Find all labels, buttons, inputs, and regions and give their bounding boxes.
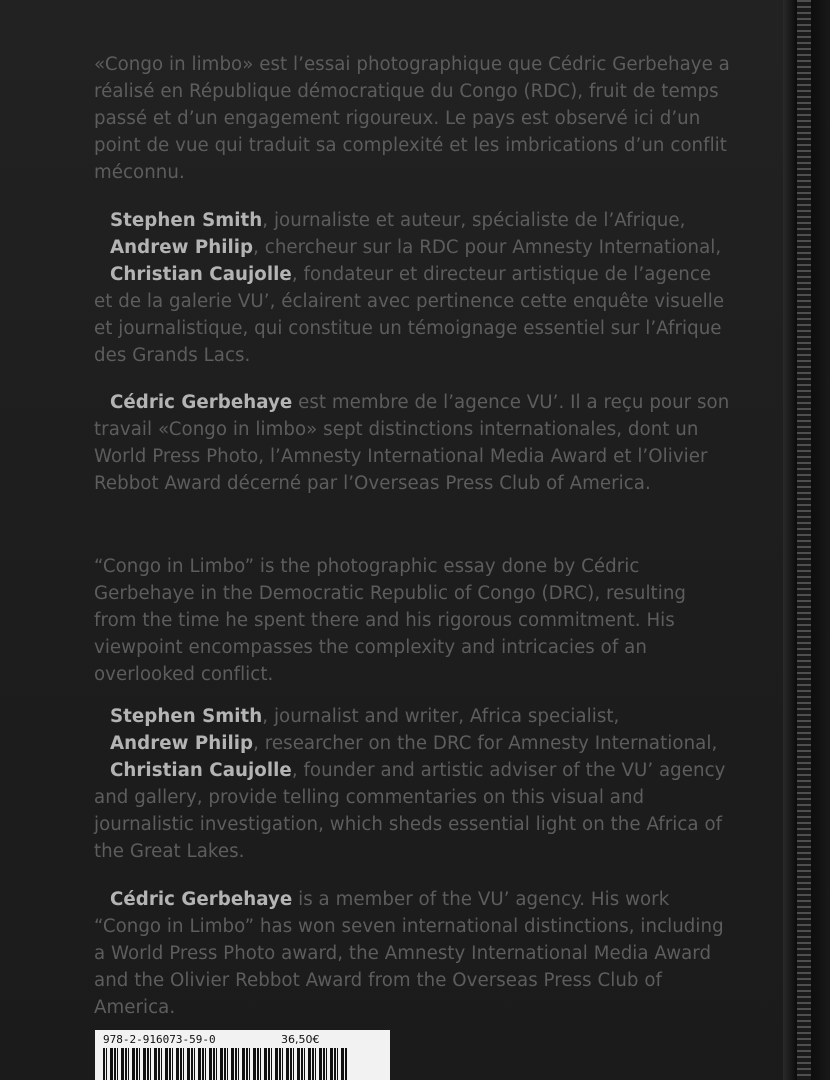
barcode-bars [103,1048,348,1080]
en-intro-paragraph: “Congo in Limbo” is the photographic essay done by Cédric Gerbehaye in the Democratic Republic of Congo (DRC), resulting from the time he spent there and his rigorous commitment. His viewpoint encompasses the complexity and intricacies of an overlooked conflict. [94,556,687,685]
fr-intro-paragraph: «Congo in limbo» est l’essai photographique que Cédric Gerbehaye a réalisé en République démocratique du Congo (RDC), fruit de temps passé et d’un engagement rigoureux. Le pays est observé ici d’un point de vue qui traduit sa complexité et les imbrications d’un conflit méconnu. [94,54,730,183]
isbn-number: 978-2-916073-59-0 [103,1033,216,1046]
author-name: Cédric Gerbehaye [110,392,293,413]
contributor-description: , journalist and writer, Africa specialist, [262,706,620,727]
price-label: 36,50€ [281,1033,320,1046]
contributor-description: , journaliste et auteur, spécialiste de l’Afrique, [262,210,686,231]
en-contributors-paragraph [94,703,734,865]
book-spine [783,0,830,1080]
contributor-name: Stephen Smith [110,706,263,727]
contributor-name: Christian Caujolle [110,760,292,781]
contributor-description: , chercheur sur la RDC pour Amnesty International, [253,237,722,258]
contributor-name: Andrew Philip [110,733,254,754]
contributor-name: Christian Caujolle [110,264,292,285]
spine-edge [783,0,797,1080]
author-bio: is a member of the VU’ agency. His work “Congo in Limbo” has won seven international distinctions, including a World Press Photo award, the Amnesty International Media Award and the Olivier Rebbot Award from the Overseas Press Club of America. [94,889,724,1018]
spine-rim [811,0,830,1080]
barcode-label [95,1030,390,1080]
fr-bio-paragraph [94,389,734,497]
author-bio: est membre de l’agence VU’. Il a reçu pour son travail «Congo in limbo» sept distinctions internationales, dont un World Press Photo, l’Amnesty International Media Award et l’Olivier Rebbot Award décerné par l’Overseas Press Club of America. [94,392,730,494]
contributor-description: , founder and artistic adviser of the VU’ agency and gallery, provide telling commentaries on this visual and journalistic investigation, which sheds essential light on the Africa of the Great Lakes. [94,760,726,862]
spine-binding-ridges [797,0,811,1080]
contributor-name: Stephen Smith [110,210,263,231]
fr-contributors-paragraph [94,207,734,369]
author-name: Cédric Gerbehaye [110,889,293,910]
contributor-description: , fondateur et directeur artistique de l’agence et de la galerie VU’, éclairent avec pertinence cette enquête visuelle et journalistique, qui constitue un témoignage essentiel sur l’Afrique des Grands Lacs. [94,264,725,366]
contributor-name: Andrew Philip [110,237,254,258]
en-bio-paragraph [94,886,734,1021]
contributor-description: , researcher on the DRC for Amnesty International, [253,733,718,754]
